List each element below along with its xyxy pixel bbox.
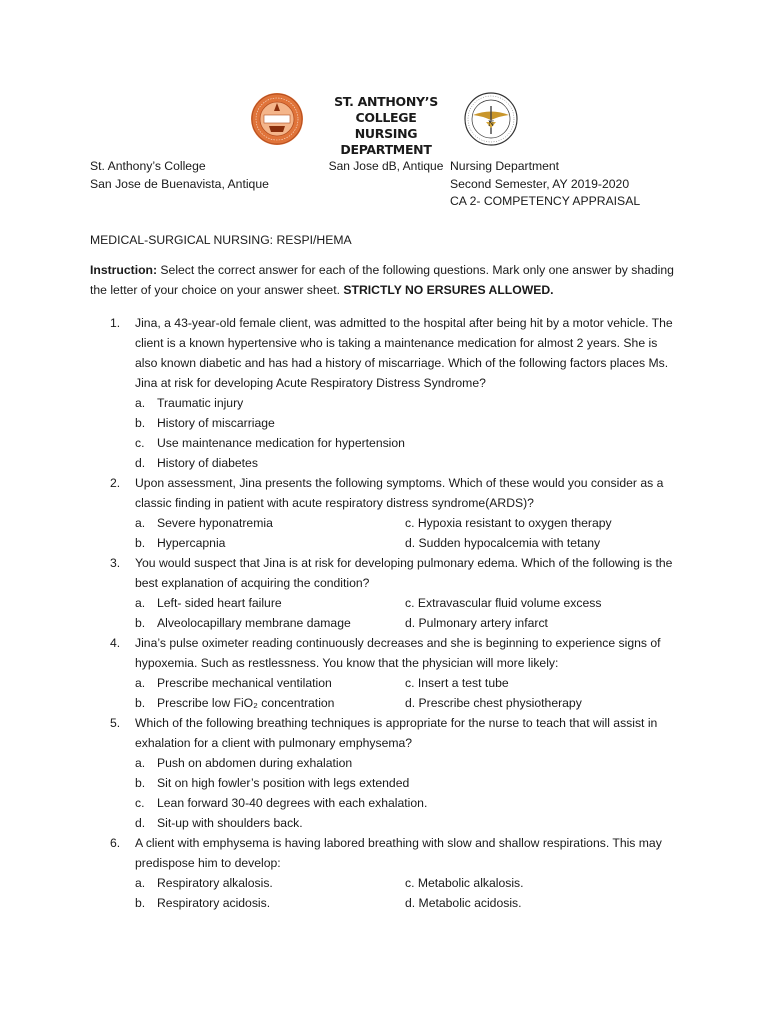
school-address: San Jose de Buenavista, Antique	[90, 176, 269, 191]
option-c: c. Extravascular fluid volume excess	[405, 596, 602, 610]
question-5	[90, 713, 690, 833]
subject-title: MEDICAL-SURGICAL NURSING: RESPI/HEMA	[90, 233, 352, 247]
instruction-paragraph	[90, 260, 680, 300]
question-text: A client with emphysema is having labored breathing with slow and shallow respirations. This may predispose him to develop:	[135, 836, 662, 870]
option-letter: c.	[135, 436, 145, 450]
option-row	[135, 433, 690, 453]
college-header	[310, 94, 462, 174]
nursing-seal-icon	[464, 92, 518, 146]
question-number: 2.	[110, 476, 121, 490]
option-letter: d.	[135, 456, 146, 470]
option-row	[135, 393, 690, 413]
option-row	[135, 413, 690, 433]
college-seal-icon	[250, 92, 304, 146]
option-d: History of diabetes	[157, 456, 258, 470]
option-row	[135, 893, 690, 913]
department-line: Nursing Department	[450, 159, 560, 173]
instruction-label: Instruction:	[90, 263, 158, 277]
school-info	[90, 158, 269, 193]
option-letter: c.	[135, 796, 145, 810]
svg-text:N: N	[487, 120, 495, 128]
option-letter: b.	[135, 896, 146, 910]
option-b: Respiratory acidosis.	[157, 896, 271, 910]
option-d: d. Sudden hypocalcemia with tetany	[405, 536, 601, 550]
option-letter: b.	[135, 776, 146, 790]
option-row	[135, 453, 690, 473]
option-row	[135, 793, 690, 813]
exam-info	[450, 158, 640, 211]
question-2	[90, 473, 690, 553]
option-letter: a.	[135, 756, 146, 770]
question-text: Which of the following breathing techniques is appropriate for the nurse to teach that will assist in exhalation for a client with pulmonary emphysema?	[135, 716, 658, 750]
option-row	[135, 693, 690, 713]
question-4	[90, 633, 690, 713]
option-row	[135, 613, 690, 633]
option-b: Alveolocapillary membrane damage	[157, 616, 351, 630]
option-a: Respiratory alkalosis.	[157, 876, 273, 890]
question-1	[90, 313, 690, 473]
instruction-emphasis: STRICTLY NO ERSURES ALLOWED.	[343, 283, 554, 297]
question-text: Jina’s pulse oximeter reading continuously decreases and she is beginning to experience signs of hypoxemia. Such as restlessness. You know that the physician will more likely:	[135, 636, 661, 670]
option-d: Sit-up with shoulders back.	[157, 816, 303, 830]
option-row	[135, 513, 690, 533]
option-a: Traumatic injury	[157, 396, 244, 410]
option-a: Prescribe mechanical ventilation	[157, 676, 332, 690]
department-name: NURSING DEPARTMENT	[340, 126, 432, 157]
question-6	[90, 833, 690, 913]
question-number: 5.	[110, 716, 121, 730]
option-b: Sit on high fowler’s position with legs extended	[157, 776, 410, 790]
question-text: Jina, a 43-year-old female client, was admitted to the hospital after being hit by a motor vehicle. The client is a known hypertensive who is taking a maintenance medication for almost 2 years. She is also known diabetic and has had a history of miscarriage. Which of the following factors places Ms. Jina at risk for developing Acute Respiratory Distress Syndrome?	[135, 316, 673, 390]
question-number: 6.	[110, 836, 121, 850]
question-number: 3.	[110, 556, 121, 570]
option-letter: a.	[135, 596, 146, 610]
exam-title-line: CA 2- COMPETENCY APPRAISAL	[450, 194, 641, 208]
question-text: Upon assessment, Jina presents the following symptoms. Which of these would you consider as a classic finding in patient with acute respiratory distress syndrome(ARDS)?	[135, 476, 664, 510]
option-letter: d.	[135, 816, 146, 830]
option-letter: b.	[135, 536, 146, 550]
option-row	[135, 813, 690, 833]
school-name: St. Anthony’s College	[90, 159, 206, 173]
option-letter: a.	[135, 676, 146, 690]
question-list	[90, 313, 690, 913]
option-d: d. Pulmonary artery infarct	[405, 616, 548, 630]
semester-line: Second Semester, AY 2019-2020	[450, 176, 630, 191]
question-number: 1.	[110, 316, 121, 330]
option-b: Hypercapnia	[157, 536, 226, 550]
option-row	[135, 873, 690, 893]
option-letter: a.	[135, 876, 146, 890]
option-letter: a.	[135, 396, 146, 410]
option-a: Severe hyponatremia	[157, 516, 273, 530]
option-c: Use maintenance medication for hypertension	[157, 436, 405, 450]
option-letter: b.	[135, 416, 146, 430]
option-a: Push on abdomen during exhalation	[157, 756, 353, 770]
option-letter: b.	[135, 696, 146, 710]
option-c: Lean forward 30-40 degrees with each exhalation.	[157, 796, 428, 810]
question-3	[90, 553, 690, 633]
option-row	[135, 533, 690, 553]
option-row	[135, 773, 690, 793]
college-location: San Jose dB, Antique	[328, 159, 444, 173]
option-a: Left- sided heart failure	[157, 596, 282, 610]
option-c: c. Hypoxia resistant to oxygen therapy	[405, 516, 612, 530]
option-c: c. Insert a test tube	[405, 676, 509, 690]
option-b: History of miscarriage	[157, 416, 275, 430]
option-d: d. Prescribe chest physiotherapy	[405, 696, 582, 710]
question-text: You would suspect that Jina is at risk for developing pulmonary edema. Which of the following is the best explanation of acquiring the condition?	[135, 556, 673, 590]
instruction-text: Select the correct answer for each of the following questions. Mark only one answer by shading the letter of your choice on your answer sheet.	[90, 263, 674, 297]
option-row	[135, 593, 690, 613]
option-row	[135, 753, 690, 773]
option-b: Prescribe low FiO₂ concentration	[157, 696, 335, 710]
option-letter: b.	[135, 616, 146, 630]
option-row	[135, 673, 690, 693]
college-name: ST. ANTHONY’S COLLEGE	[334, 94, 438, 125]
option-letter: a.	[135, 516, 146, 530]
question-number: 4.	[110, 636, 121, 650]
option-d: d. Metabolic acidosis.	[405, 896, 522, 910]
option-c: c. Metabolic alkalosis.	[405, 876, 524, 890]
